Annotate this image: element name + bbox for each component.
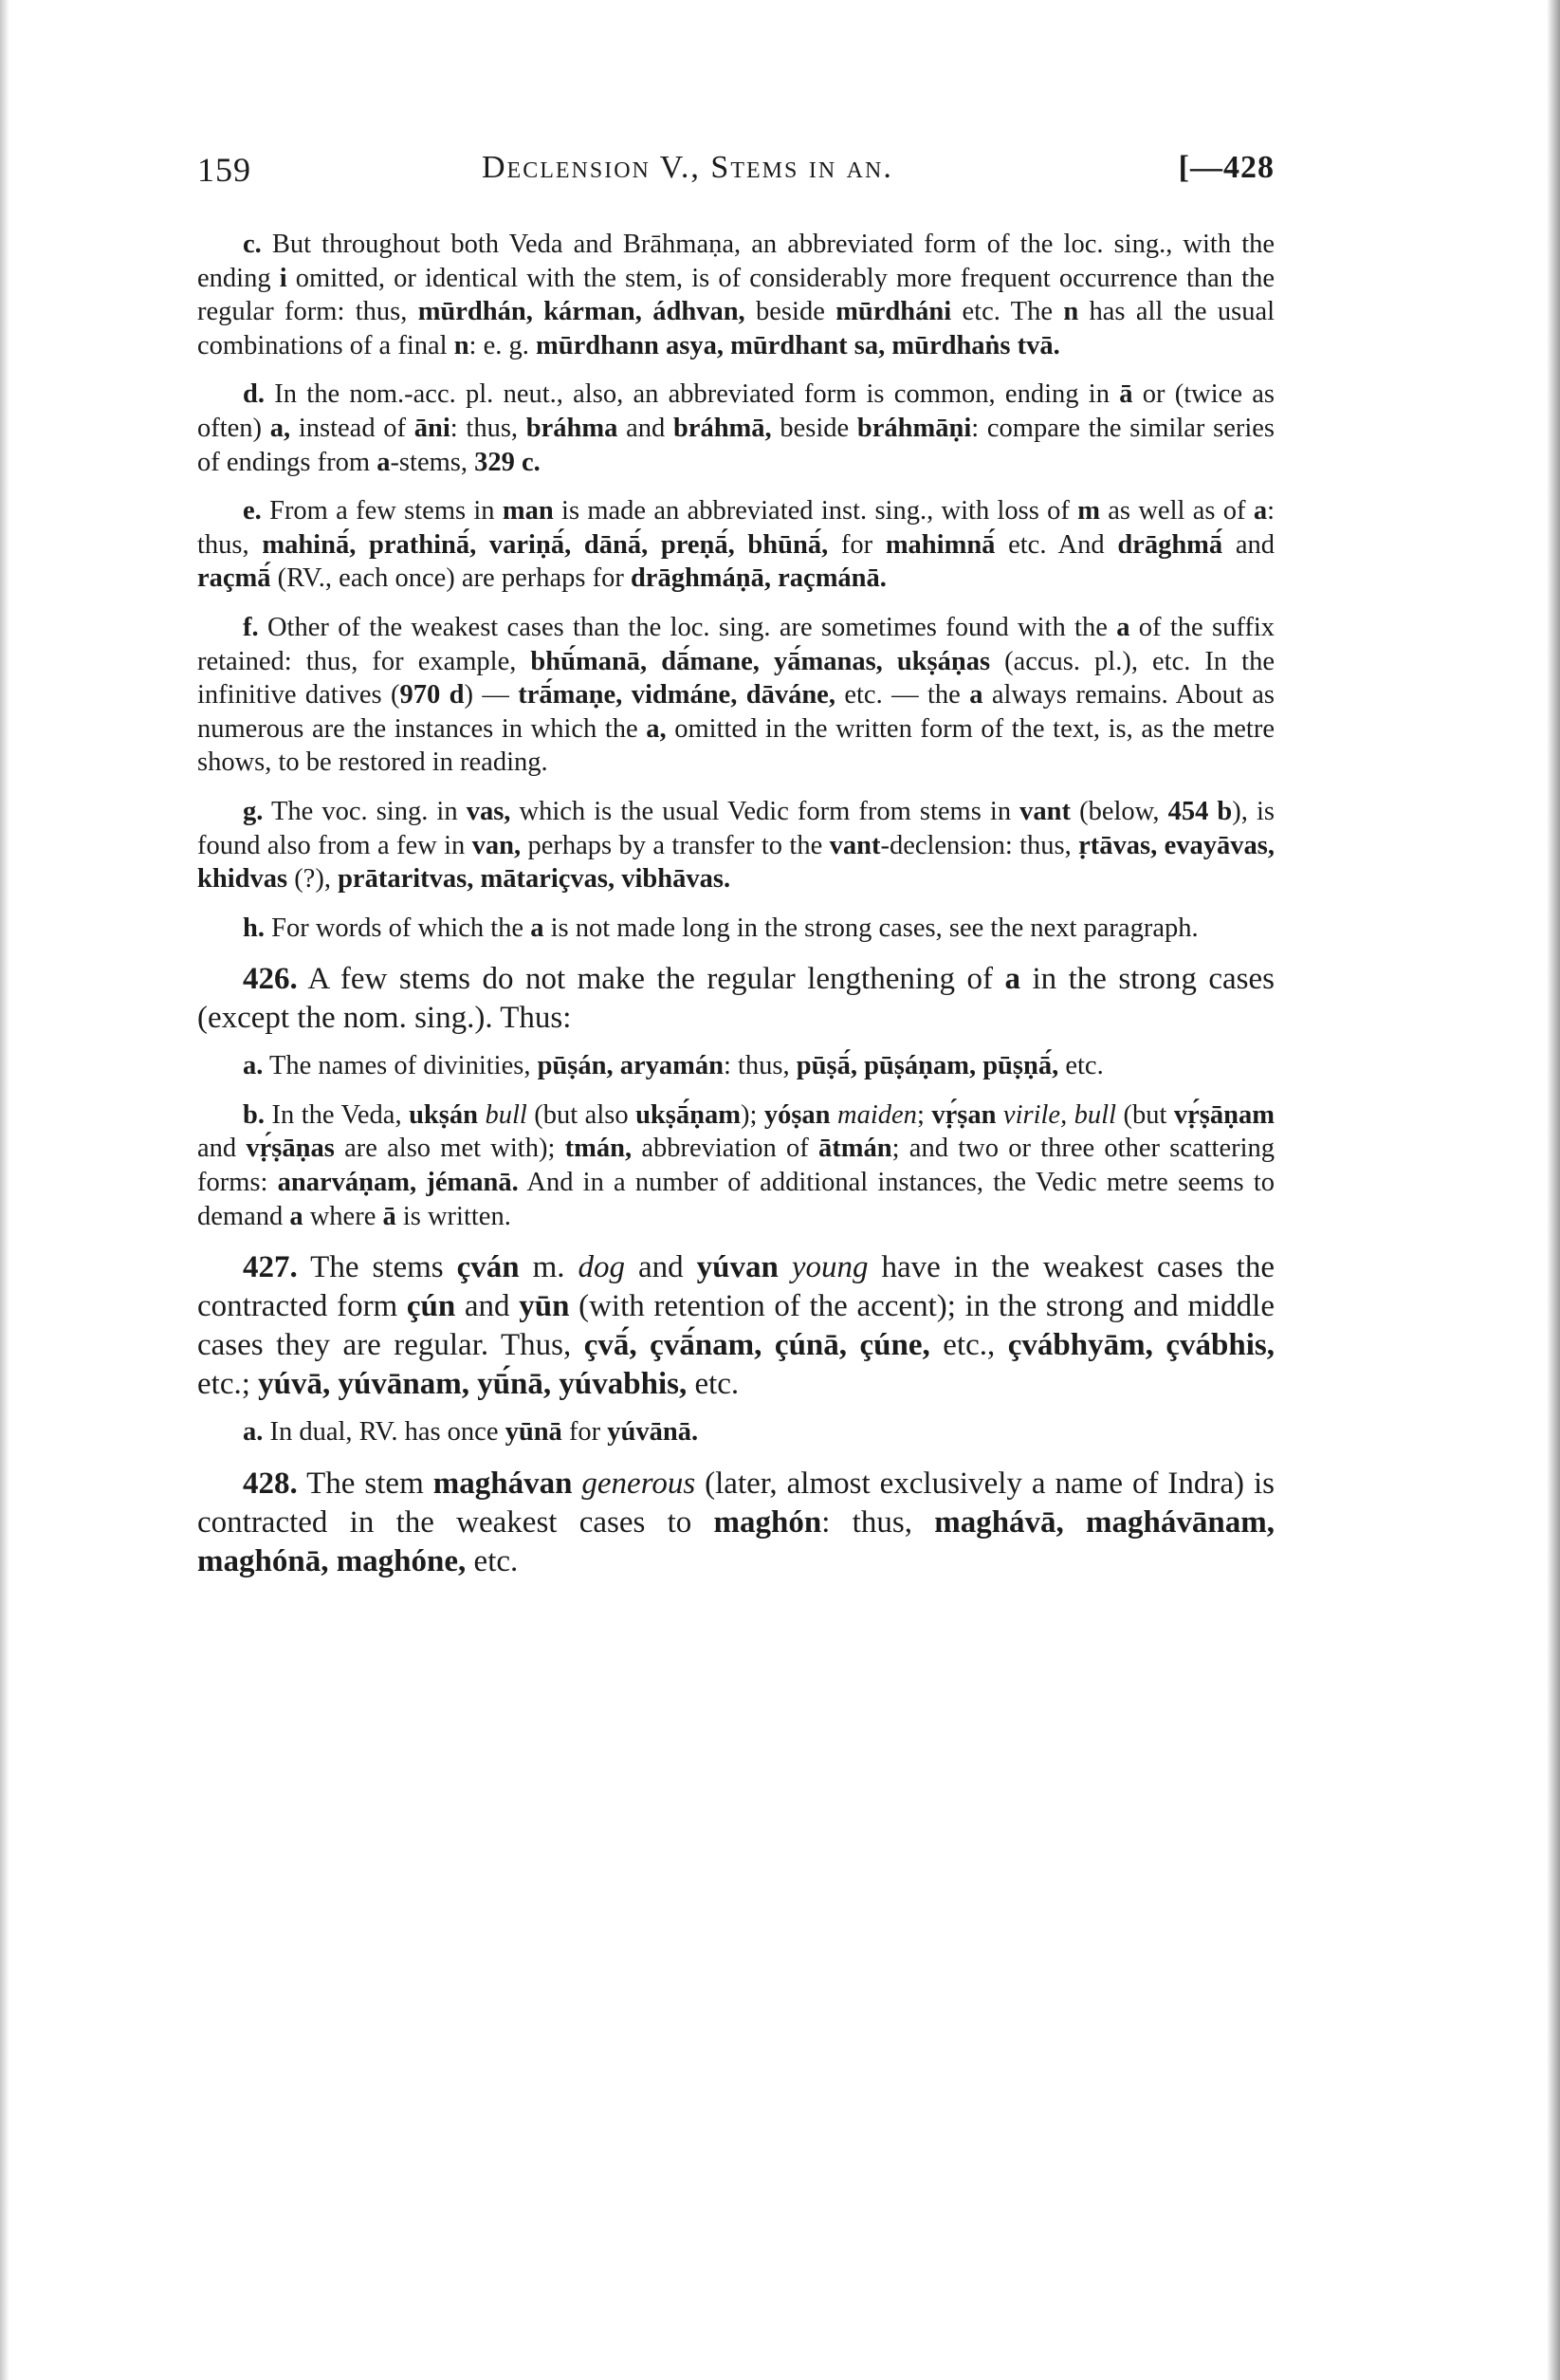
text-run: (RV., each once) are perhaps for xyxy=(270,563,631,594)
sanskrit-term: 454 b xyxy=(1167,796,1233,826)
text-run: is written. xyxy=(395,1201,511,1231)
text-run: of the suffix retained: thus, for example, xyxy=(197,612,1275,676)
scan-right-edge xyxy=(1547,0,1560,2380)
section-reference: [—428 xyxy=(1178,150,1275,185)
sanskrit-term: ukṣán xyxy=(409,1099,478,1130)
sanskrit-term: drāghmáṇā, raçmánā. xyxy=(630,563,887,594)
book-page xyxy=(197,142,1275,1593)
text-run: where xyxy=(303,1201,383,1231)
sanskrit-term: raçmā́ xyxy=(197,563,271,594)
text-run: and xyxy=(1222,529,1276,560)
sanskrit-term: maghávā, maghávānam, maghónā, maghóne, xyxy=(197,1504,1275,1578)
sanskrit-term: vṛ́ṣāṇas xyxy=(246,1134,335,1164)
subsection-paragraph xyxy=(197,494,1275,596)
text-run: and xyxy=(455,1289,520,1324)
sanskrit-term: bráhmāṇi xyxy=(856,413,972,443)
sanskrit-term: a xyxy=(969,680,983,710)
text-run: Other of the weakest cases than the loc. sing. are sometimes found with the xyxy=(266,612,1117,642)
sanskrit-term: 329 c. xyxy=(474,447,541,477)
text-run: and xyxy=(197,1134,247,1164)
gloss: generous xyxy=(572,1466,696,1501)
text-run: for xyxy=(828,529,886,560)
text-run: etc. xyxy=(466,1543,519,1578)
sanskrit-term: man xyxy=(502,496,554,526)
subsection-paragraph xyxy=(197,228,1275,362)
subsection-paragraph xyxy=(197,1415,1275,1449)
text-run: as well as of xyxy=(1099,496,1254,526)
page-number: 159 xyxy=(197,151,251,189)
section-number: 427. xyxy=(243,1250,298,1285)
text-run: omitted, or identical with the stem, is of considerably more frequent occurrence than the regular form: thus, xyxy=(197,263,1275,327)
subsection-paragraph xyxy=(197,795,1275,896)
sanskrit-term: a xyxy=(1116,612,1130,642)
subsection-paragraph xyxy=(197,912,1275,946)
sanskrit-term: m xyxy=(1077,496,1100,526)
text-run: m. xyxy=(519,1250,578,1285)
text-run: : thus, xyxy=(723,1051,797,1081)
gloss: young xyxy=(778,1250,869,1285)
sanskrit-term: a xyxy=(1004,962,1020,997)
text-run: But throughout both Veda and Brāhmaṇa, an abbreviated form of the loc. sing., with the ending xyxy=(197,230,1276,293)
sanskrit-term: maghávan xyxy=(432,1466,573,1501)
subsection-label: a. xyxy=(243,1051,264,1081)
text-run: For words of which the xyxy=(271,913,531,943)
text-run: (below, xyxy=(1071,796,1168,826)
sanskrit-term: prātaritvas, mātariçvas, vibhāvas. xyxy=(338,864,731,895)
sanskrit-term: maghón xyxy=(713,1504,822,1540)
sanskrit-term: vant xyxy=(1019,796,1071,826)
sanskrit-term: vṛ́ṣan xyxy=(931,1099,997,1130)
sanskrit-term: pūṣán, aryamán xyxy=(537,1051,724,1081)
gloss: virile, bull xyxy=(996,1099,1117,1130)
text-run: etc. The xyxy=(951,297,1064,327)
text-run: ; xyxy=(916,1099,932,1130)
sanskrit-term: i xyxy=(279,263,287,293)
text-run: From a few stems in xyxy=(269,496,503,526)
text-run: : e. g. xyxy=(468,330,536,360)
text-run: etc. xyxy=(1058,1051,1104,1081)
section-number: 426. xyxy=(243,962,298,997)
text-run: etc. And xyxy=(995,529,1118,560)
text-run: etc. — the xyxy=(835,680,970,710)
section-paragraph xyxy=(197,1248,1275,1404)
sanskrit-term: a, xyxy=(269,413,291,443)
subsection-paragraph xyxy=(197,378,1275,479)
sanskrit-term: vṛ́ṣāṇam xyxy=(1173,1099,1275,1130)
text-run: is made an abbreviated inst. sing., with loss of xyxy=(553,496,1078,526)
text-run: ) — xyxy=(464,680,519,710)
text-run: or (twice as often) xyxy=(197,379,1275,443)
sanskrit-term: tmán, xyxy=(564,1134,633,1164)
sanskrit-term: vas, xyxy=(466,796,511,826)
subsection-label: e. xyxy=(243,496,262,526)
sanskrit-term: pūṣā́, pūṣáṇam, pūṣṇā́, xyxy=(796,1051,1059,1081)
section-paragraph xyxy=(197,960,1275,1038)
text-run: beside xyxy=(744,297,836,327)
sanskrit-term: çvábhyām, çvábhis, xyxy=(1007,1328,1275,1363)
subsection-label: h. xyxy=(243,913,265,943)
text-run: ); xyxy=(740,1099,764,1130)
sanskrit-term: trā́maṇe, vidmáne, dāváne, xyxy=(518,680,835,710)
text-run: (but also xyxy=(526,1099,636,1130)
text-run: (but xyxy=(1116,1099,1174,1130)
subsection-label: g. xyxy=(243,796,264,826)
sanskrit-term: mūrdhán, kárman, ádhvan, xyxy=(417,297,745,327)
text-run: The names of divinities, xyxy=(269,1051,538,1081)
sanskrit-term: çvā́, çvā́nam, çúnā, çúne, xyxy=(583,1328,930,1363)
sanskrit-term: ṛtāvas, evayāvas, khidvas xyxy=(197,830,1275,895)
sanskrit-term: bráhma xyxy=(525,413,618,443)
text-run: : thus, xyxy=(197,496,1275,560)
sanskrit-term: van, xyxy=(471,830,522,860)
sanskrit-term: çún xyxy=(406,1289,456,1324)
subsection-paragraph xyxy=(197,1098,1275,1233)
text-run: (with retention of the accent); in the strong and middle cases they are regular. Thus, xyxy=(197,1289,1275,1363)
text-run: ), is found also from a few in xyxy=(197,796,1275,860)
text-run: instead of xyxy=(290,413,414,443)
sanskrit-term: ā xyxy=(382,1201,396,1231)
text-run: : thus, xyxy=(821,1504,935,1540)
text-run: A few stems do not make the regular lengthening of xyxy=(307,962,1005,997)
sanskrit-term: n xyxy=(1063,297,1079,327)
text-run: In the Veda, xyxy=(271,1099,410,1130)
subsection-label: f. xyxy=(243,612,259,642)
text-run: omitted in the written form of the text, is, as the metre shows, to be restored in reading. xyxy=(197,713,1275,778)
sanskrit-term: yóṣan xyxy=(763,1099,831,1130)
sanskrit-term: ukṣā́ṇam xyxy=(635,1099,741,1130)
sanskrit-term: çván xyxy=(456,1250,520,1285)
text-run: -declension: thus, xyxy=(880,830,1079,860)
sanskrit-term: a xyxy=(289,1201,303,1231)
section-paragraph xyxy=(197,1465,1275,1581)
text-run: etc. xyxy=(687,1367,740,1402)
sanskrit-term: bráhmā, xyxy=(672,413,772,443)
sanskrit-term: vant xyxy=(829,830,881,860)
text-run: and xyxy=(625,1250,697,1285)
subsection-label: b. xyxy=(243,1099,265,1130)
sanskrit-term: bhū́manā, dā́mane, yā́manas, ukṣáṇas xyxy=(530,646,991,676)
text-run: always remains. About as numerous are the instances in which the xyxy=(197,680,1275,744)
subsection-paragraph xyxy=(197,611,1275,780)
chapter-title: Declension V., Stems in an. xyxy=(482,150,893,185)
text-run: And in a number of additional instances, the Vedic metre seems to demand xyxy=(197,1168,1275,1231)
sanskrit-term: a xyxy=(530,913,544,943)
text-run: (accus. pl.), etc. In the infinitive datives ( xyxy=(197,646,1275,710)
text-run: in the strong cases (except the nom. sing.). Thus: xyxy=(197,962,1275,1036)
sanskrit-term: mūrdhann asya, mūrdhant sa, mūrdhaṅs tvā. xyxy=(536,330,1060,360)
text-run: for xyxy=(561,1417,608,1448)
sanskrit-term: āni xyxy=(413,413,450,443)
subsection-label: a. xyxy=(243,1417,264,1448)
sanskrit-term: ātmán xyxy=(818,1134,892,1164)
text-run: : compare the similar series of endings from xyxy=(197,413,1275,477)
sanskrit-term: mahimnā́ xyxy=(885,529,996,560)
text-run: (?), xyxy=(287,864,339,895)
sanskrit-term: yúvā, yúvānam, yū́nā, yúvabhis, xyxy=(258,1367,688,1402)
text-run: -stems, xyxy=(390,447,475,477)
sanskrit-term: drāghmā́ xyxy=(1117,529,1223,560)
text-run: In dual, RV. has once xyxy=(269,1417,505,1448)
text-run: : thus, xyxy=(450,413,526,443)
running-header xyxy=(197,142,1275,199)
text-run: The stems xyxy=(310,1250,457,1285)
sanskrit-term: a, xyxy=(646,713,667,744)
sanskrit-term: yúvan xyxy=(696,1250,779,1285)
text-run: has all the usual combinations of a final xyxy=(197,297,1276,360)
sanskrit-term: n xyxy=(453,330,469,360)
text-run: etc., xyxy=(929,1328,1008,1363)
sanskrit-term: yūnā xyxy=(505,1417,562,1448)
text-run: are also met with); xyxy=(334,1134,565,1164)
gloss: dog xyxy=(578,1250,626,1285)
sanskrit-term: a xyxy=(1253,496,1268,526)
text-run: The stem xyxy=(306,1466,433,1501)
text-run: abbreviation of xyxy=(632,1134,819,1164)
text-run: ; and two or three other scattering forms: xyxy=(197,1134,1276,1198)
sanskrit-term: mahinā́, prathinā́, variṇā́, dānā́, preṇā́, bhūnā́, xyxy=(262,529,829,560)
sanskrit-term: mūrdháni xyxy=(835,297,952,327)
text-run: The voc. sing. in xyxy=(270,796,467,826)
sanskrit-term: 970 d xyxy=(399,680,465,710)
text-run: which is the usual Vedic form from stems in xyxy=(510,796,1020,826)
gloss: maiden xyxy=(830,1099,917,1130)
subsection-label: d. xyxy=(243,379,265,410)
text-run: is not made long in the strong cases, see the next paragraph. xyxy=(543,913,1199,943)
sanskrit-term: ā xyxy=(1119,379,1133,410)
sanskrit-term: anarváṇam, jémanā. xyxy=(277,1168,519,1198)
text-run: beside xyxy=(771,413,857,443)
sanskrit-term: yūn xyxy=(519,1289,570,1324)
page-body xyxy=(197,228,1275,1581)
text-run: etc.; xyxy=(197,1367,259,1402)
subsection-paragraph xyxy=(197,1049,1275,1083)
text-run: (later, almost exclusively a name of Indra) is contracted in the weakest cases to xyxy=(197,1466,1276,1540)
text-run: and xyxy=(617,413,673,443)
text-run: In the nom.-acc. pl. neut., also, an abbreviated form is common, ending in xyxy=(274,379,1120,410)
sanskrit-term: yúvānā. xyxy=(607,1417,699,1448)
subsection-label: c. xyxy=(243,230,262,259)
scan-left-edge xyxy=(0,0,9,2380)
text-run: perhaps by a transfer to the xyxy=(521,830,830,860)
text-run: have in the weakest cases the contracted form xyxy=(197,1250,1275,1324)
section-number: 428. xyxy=(243,1466,298,1501)
gloss: bull xyxy=(477,1099,527,1130)
sanskrit-term: a xyxy=(376,447,391,477)
